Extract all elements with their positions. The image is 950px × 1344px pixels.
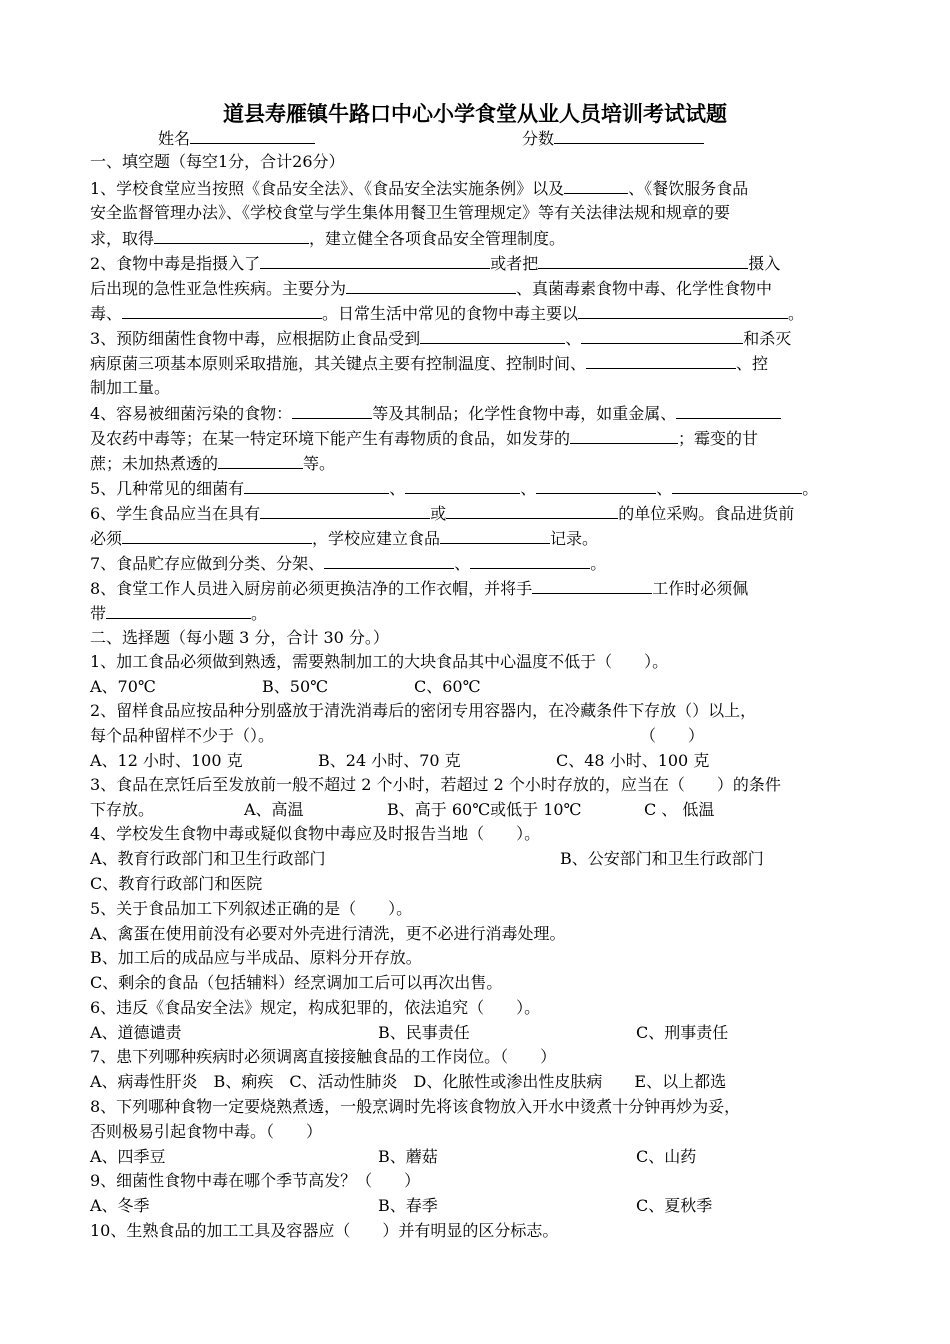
question-text: 或者把 [490,254,539,273]
blank [260,253,490,269]
section2-heading: 二、选择题（每小题 3 分，合计 30 分。） [90,628,389,647]
s1-q6-line2 [90,528,870,549]
blank [564,178,628,194]
question-text: 。 [590,554,607,573]
question-text: 摄入 [748,254,781,273]
question-text: 1、学校食堂应当按照《食品安全法》、《食品安全法实施条例》以及 [90,179,565,198]
s1-q4-line2 [90,428,870,449]
s1-q2-line1 [90,253,870,274]
question-text: 4、容易被细菌污染的食物： [90,404,293,423]
s2-q3-a: A、高温 [244,800,304,819]
exam-title: 道县寿雁镇牛路口中心小学食堂从业人员培训考试试题 [223,102,727,126]
s1-q2-line3 [90,303,870,324]
s2-q3-stem1: 3、食品在烹饪后至发放前一般不超过 2 个小时，若超过 2 个小时存放的，应当在（ ）的条件 [90,775,781,794]
question-text: 。 [788,304,805,323]
question-text: 2、食物中毒是指摄入了 [90,254,261,273]
s2-q2-paren: （ ） [640,726,705,745]
question-text: 5、几种常见的细菌有 [90,479,245,498]
s2-q7-stem: 7、患下列哪种疾病时必须调离直接接触食品的工作岗位。（ ） [90,1047,557,1066]
s1-q2-line2 [90,278,870,299]
s2-q9-c: C、夏秋季 [636,1196,713,1215]
question-text: 记录。 [550,529,599,548]
blank [122,528,312,544]
question-text: ，学校应建立食品 [312,529,441,548]
question-text: 带 [90,604,107,623]
question-text: 求，取得 [90,229,155,248]
question-text: 、 [656,479,673,498]
question-text: 等及其制品；化学性食物中毒，如重金属、 [372,404,677,423]
question-text: 病原菌三项基本原则采取措施，其关键点主要有控制温度、控制时间、 [90,354,587,373]
s2-q8-stem1: 8、下列哪种食物一定要烧熟煮透，一般烹调时先将该食物放入开水中烫煮十分钟再炒为妥， [90,1097,741,1116]
blank [570,428,678,444]
score-blank [554,128,704,144]
s2-q6-a: A、道德谴责 [90,1023,182,1042]
s2-q8-stem2: 否则极易引起食物中毒。（ ） [90,1122,323,1141]
question-text: 、控 [736,354,769,373]
s2-q1-stem: 1、加工食品必须做到熟透，需要熟制加工的大块食品其中心温度不低于（ ）。 [90,652,669,671]
name-field [158,128,315,149]
s2-q3-stem2: 下存放。 [90,800,155,819]
blank [122,303,322,319]
blank [324,553,454,569]
blank [581,328,743,344]
question-text: 3、预防细菌性食物中毒，应根据防止食品受到 [90,329,421,348]
question-text: 。 [802,479,819,498]
s1-q5 [90,478,870,499]
s2-q1-b: B、50℃ [262,677,329,696]
s2-q3-c: C 、 低温 [644,800,715,819]
s1-q8-line2 [90,603,870,624]
question-text: 、 [389,479,406,498]
blank [260,503,430,519]
question-text: 等。 [303,454,336,473]
question-text: ，建立健全各项食品安全管理制度。 [309,229,566,248]
blank [346,278,516,294]
s1-q3-line3: 制加工量。 [90,378,171,397]
question-text: 及农药中毒等；在某一特定环境下能产生有毒物质的食品，如发芽的 [90,429,571,448]
s2-q8-a: A、四季豆 [90,1147,166,1166]
s2-q1-a: A、70℃ [90,677,156,696]
s1-q3-line1 [90,328,870,349]
question-text: 必须 [90,529,123,548]
s1-q1-line3 [90,228,870,249]
question-text: 、《餐饮服务食品 [628,179,749,198]
blank [440,528,550,544]
blank [420,328,565,344]
s2-q2-b: B、24 小时、70 克 [318,751,461,770]
s2-q1-c: C、60℃ [414,677,481,696]
score-field [522,128,704,149]
s2-q10-stem: 10、生熟食品的加工工具及容器应（ ）并有明显的区分标志。 [90,1221,559,1240]
s2-q7-options: A、病毒性肝炎 B、痢疾 C、活动性肺炎 D、化脓性或渗出性皮肤病 E、以上都选 [90,1072,727,1091]
s1-q7 [90,553,870,574]
s2-q3-b: B、高于 60℃或低于 10℃ [387,800,582,819]
s2-q6-stem: 6、违反《食品安全法》规定，构成犯罪的，依法追究（ ）。 [90,998,541,1017]
question-text: 7、食品贮存应做到分类、分架、 [90,554,325,573]
question-text: 、 [565,329,582,348]
s2-q6-c: C、刑事责任 [636,1023,729,1042]
s2-q6-b: B、民事责任 [378,1023,470,1042]
question-text: 蔗；未加热煮透的 [90,454,219,473]
blank [536,478,656,494]
s2-q8-b: B、蘑菇 [378,1147,438,1166]
s2-q8-c: C、山药 [636,1147,697,1166]
s1-q1-line2: 安全监督管理办法》、《学校食堂与学生集体用餐卫生管理规定》等有关法律法规和规章的要 [90,203,731,222]
s2-q5-c: C、剩余的食品（包括辅料）经烹调加工后可以再次出售。 [90,973,503,992]
s2-q4-stem: 4、学校发生食物中毒或疑似食物中毒应及时报告当地（ ）。 [90,824,541,843]
question-text: 、 [520,479,537,498]
blank [244,478,389,494]
question-text: 后出现的急性亚急性疾病。主要分为 [90,279,347,298]
question-text: 工作时必须佩 [652,579,749,598]
score-label: 分数 [522,129,555,148]
blank [218,453,303,469]
s2-q4-a: A、教育行政部门和卫生行政部门 [90,849,326,868]
question-text: 的单位采购。食品进货前 [618,504,795,523]
blank [470,553,590,569]
name-label: 姓名 [158,129,191,148]
blank [578,303,788,319]
question-text: 6、学生食品应当在具有 [90,504,261,523]
s1-q4-line1 [90,403,870,424]
blank [106,603,251,619]
blank [672,478,802,494]
blank [154,228,309,244]
question-text: 。 [251,604,268,623]
s2-q9-stem: 9、细菌性食物中毒在哪个季节高发？（ ） [90,1171,421,1190]
blank [405,478,520,494]
s2-q4-b: B、公安部门和卫生行政部门 [560,849,764,868]
question-text: 。日常生活中常见的食物中毒主要以 [322,304,579,323]
s2-q2-stem1: 2、留样食品应按品种分别盛放于清洗消毒后的密闭专用容器内，在冷藏条件下存放（）以上， [90,701,757,720]
s1-q3-line2 [90,353,870,374]
blank [586,353,736,369]
s1-q1-line1 [90,178,870,199]
s2-q5-stem: 5、关于食品加工下列叙述正确的是（ ）。 [90,899,413,918]
question-text: 或 [430,504,447,523]
question-text: 、 [454,554,471,573]
blank [446,503,618,519]
question-text: 8、食堂工作人员进入厨房前必须更换洁净的工作衣帽，并将手 [90,579,533,598]
s2-q2-c: C、48 小时、100 克 [556,751,710,770]
s1-q8-line1 [90,578,870,599]
name-blank [190,128,315,144]
blank [676,403,781,419]
s1-q4-line3 [90,453,870,474]
s2-q4-c: C、教育行政部门和医院 [90,874,263,893]
s2-q9-a: A、冬季 [90,1196,150,1215]
s2-q2-stem2: 每个品种留样不少于（）。 [90,726,275,745]
question-text: ；霉变的甘 [678,429,759,448]
question-text: 和杀灭 [743,329,792,348]
section1-heading: 一、填空题（每空1分，合计26分） [90,152,345,171]
s1-q6-line1 [90,503,870,524]
question-text: 、真菌毒素食物中毒、化学性食物中 [516,279,773,298]
s2-q9-b: B、春季 [378,1196,438,1215]
s2-q2-a: A、12 小时、100 克 [90,751,243,770]
blank [538,253,748,269]
blank [532,578,652,594]
blank [292,403,372,419]
s2-q5-b: B、加工后的成品应与半成品、原料分开存放。 [90,948,422,967]
question-text: 毒、 [90,304,123,323]
s2-q5-a: A、禽蛋在使用前没有必要对外壳进行清洗，更不必进行消毒处理。 [90,924,566,943]
